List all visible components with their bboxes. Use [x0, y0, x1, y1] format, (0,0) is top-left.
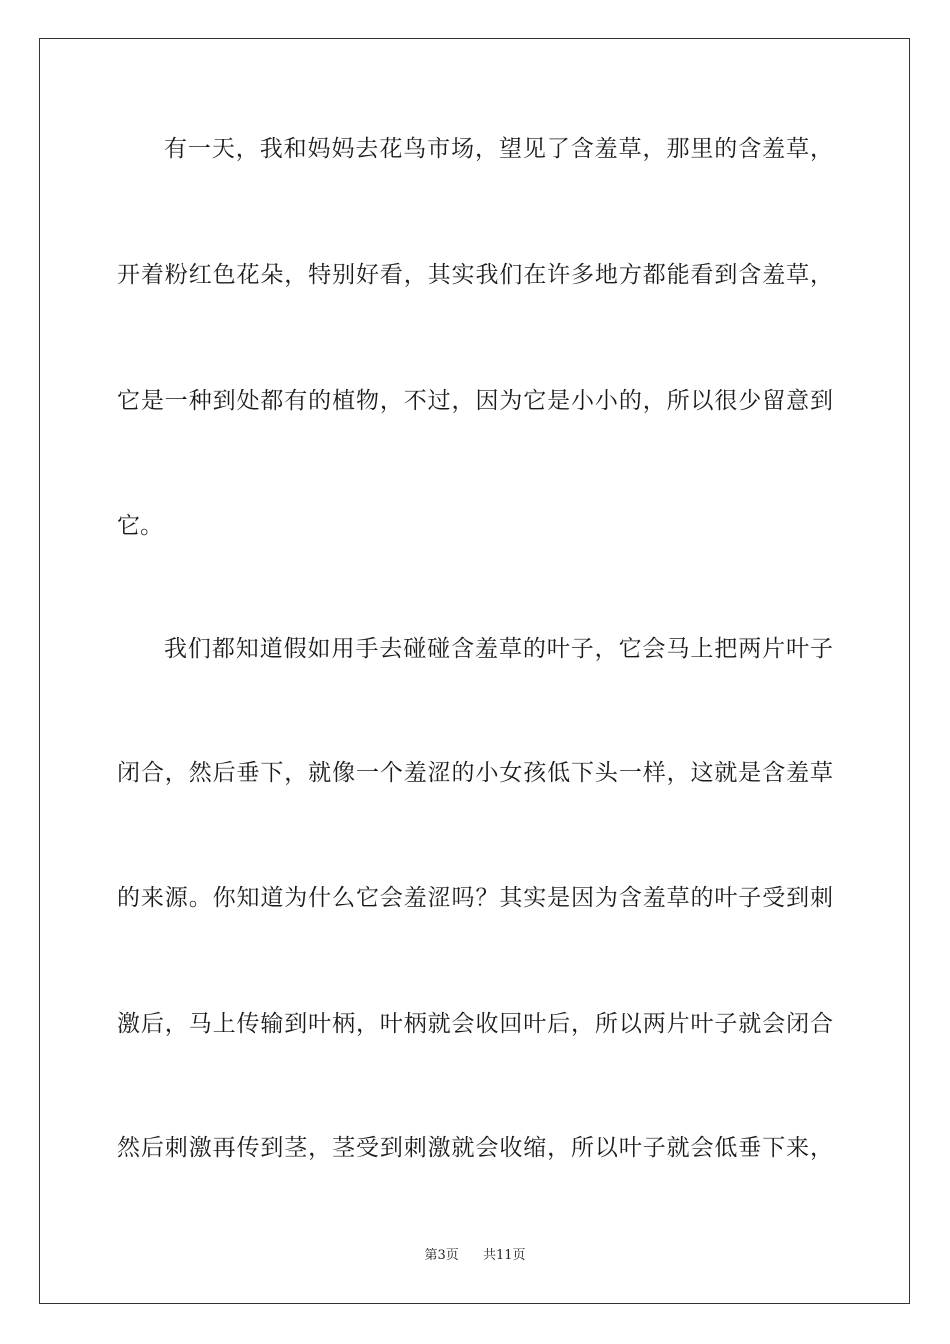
paragraph-2-line-1: 我们都知道假如用手去碰碰含羞草的叶子，它会马上把两片叶子 [164, 636, 833, 662]
page-number: 第3页 [424, 1248, 459, 1263]
paragraph-2-line-5: 然后刺激再传到茎，茎受到刺激就会收缩，所以叶子就会低垂下来， [117, 1135, 833, 1161]
paragraph-1-line-2: 开着粉红色花朵，特别好看，其实我们在许多地方都能看到含羞草， [117, 262, 833, 288]
paragraph-1-line-3: 它是一种到处都有的植物，不过，因为它是小小的，所以很少留意到 [117, 388, 833, 414]
paragraph-2-line-4: 激后，马上传输到叶柄，叶柄就会收回叶后，所以两片叶子就会闭合 [117, 1011, 833, 1037]
paragraph-1-line-4: 它。 [117, 513, 163, 539]
paragraph-1-line-1: 有一天，我和妈妈去花鸟市场，望见了含羞草，那里的含羞草， [164, 136, 833, 162]
paragraph-2-line-2: 闭合，然后垂下，就像一个羞涩的小女孩低下头一样，这就是含羞草 [117, 760, 833, 786]
page-total: 共11页 [483, 1248, 526, 1263]
paragraph-2-line-3: 的来源。你知道为什么它会羞涩吗？其实是因为含羞草的叶子受到刺 [117, 885, 833, 911]
page-footer [0, 1247, 950, 1265]
page-border [39, 38, 910, 1304]
